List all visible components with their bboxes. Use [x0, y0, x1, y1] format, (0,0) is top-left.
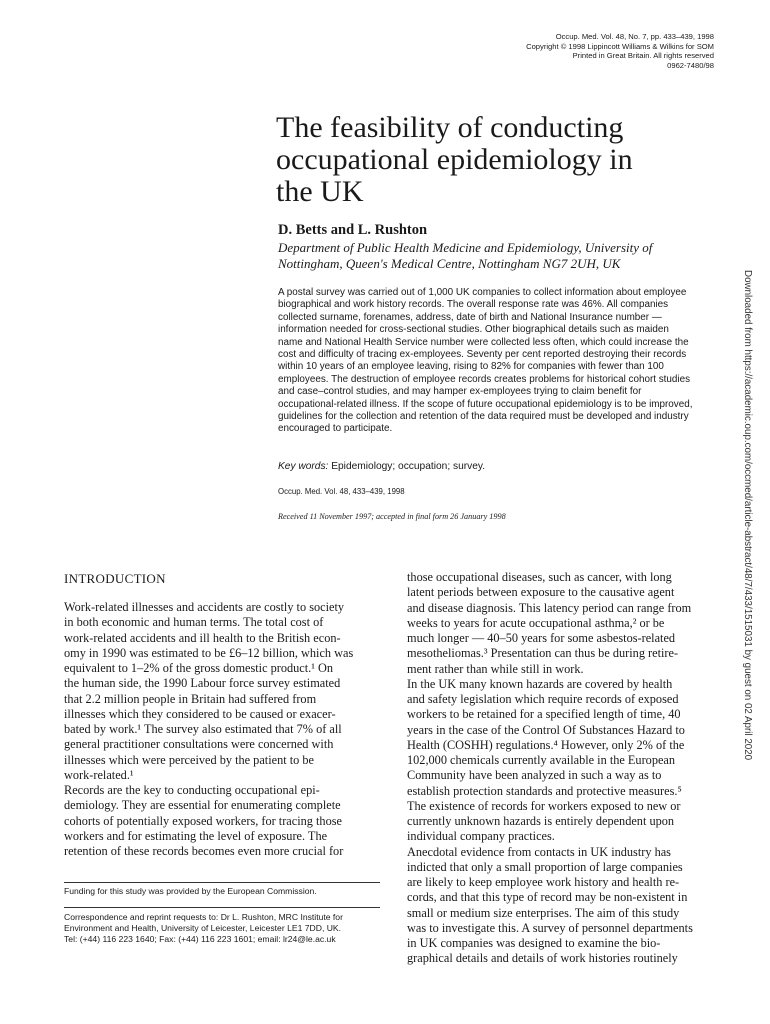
body-line: Work-related illnesses and accidents are costly to society — [64, 600, 345, 614]
body-line: retention of these records becomes even more crucial for — [64, 844, 344, 858]
correspondence-note — [64, 912, 384, 944]
body-line: demiology. They are essential for enumerating complete — [64, 798, 341, 813]
keywords — [278, 461, 485, 472]
footnote-divider — [64, 882, 380, 883]
abstract-line: and case–control studies, and may hamper ex-employees trying to claim benefit for — [278, 386, 642, 398]
body-line: individual company practices. — [407, 829, 555, 844]
abstract — [278, 287, 720, 436]
body-line: those occupational diseases, such as cancer, with long — [407, 570, 672, 584]
body-line: graphical details and details of work histories routinely — [407, 951, 678, 966]
abstract-line: biographical and work history records. The overall response rate was 46%. All companies — [278, 299, 669, 311]
body-line: Records are the key to conducting occupational epi- — [64, 783, 320, 797]
abstract-line: name and National Health Service number were collected less often, which could increase the — [278, 336, 689, 348]
title-line: The feasibility of conducting — [276, 111, 624, 144]
header-line: Occup. Med. Vol. 48, No. 7, pp. 433–439, 1998 — [555, 32, 714, 41]
body-line: In the UK many known hazards are covered by health — [407, 676, 673, 691]
body-line: equivalent to 1–2% of the gross domestic product.¹ On — [64, 661, 334, 675]
abstract-line: employees. The destruction of employee records creates problems for historical cohort studies — [278, 373, 691, 385]
body-line: work-related.¹ — [64, 767, 134, 782]
header-line: Copyright © 1998 Lippincott Williams & Wilkins for SOM — [526, 41, 714, 51]
article-title — [276, 112, 706, 208]
header-line: Printed in Great Britain. All rights reserved — [572, 51, 714, 61]
body-line: work-related accidents and ill health to the British econ- — [64, 630, 341, 645]
body-line: Community have been analyzed in such a way as to — [407, 768, 662, 783]
affiliation — [278, 240, 718, 272]
abstract-line: information needed for cross-sectional studies. Other biographical details such as maiden — [278, 324, 669, 336]
body-line: and safety legislation which require records of exposed — [407, 692, 679, 706]
body-line: in both economic and human terms. The total cost of — [64, 615, 324, 630]
body-line: establish protection standards and protective measures.⁵ — [407, 783, 682, 798]
abstract-line: guidelines for the collection and retention of the data required must be developed and industry — [278, 411, 689, 423]
body-line: illnesses which they considered to be caused or exacer- — [64, 706, 336, 721]
body-line: was to investigate this. A survey of personnel departments — [407, 920, 693, 935]
abstract-line: A postal survey was carried out of 1,000 UK companies to collect information about employee — [278, 287, 687, 298]
download-watermark: Downloaded from https://academic.oup.com/occmed/article-abstract/48/7/433/1515031 by guest on 02 April 2020 — [742, 270, 753, 761]
body-line: latent periods between exposure to the causative agent — [407, 585, 675, 600]
body-line: 102,000 chemicals currently available in the European — [407, 753, 676, 767]
body-line: workers and for estimating the level of exposure. The — [64, 828, 328, 843]
body-line: cohorts of potentially exposed workers, for tracing those — [64, 813, 342, 828]
abstract-line: within 10 years of an employee leaving, rising to 82% for companies with fewer than 100 — [278, 361, 664, 373]
body-column-right — [407, 570, 723, 967]
abstract-line: cost and difficulty of tracing ex-employees. Seventy per cent reported destroying their records — [278, 349, 687, 361]
body-line: Health (COSHH) regulations.⁴ However, only 2% of the — [407, 737, 685, 752]
body-line: Anecdotal evidence from contacts in UK industry has — [407, 844, 671, 859]
correspondence-line: Environment and Health, University of Leicester, Leicester LE1 7DD, UK. — [64, 922, 342, 933]
body-line: general practitioner consultations were concerned with — [64, 737, 334, 752]
header-line: 0962-7480/98 — [667, 60, 714, 70]
body-line: indicted that only a small proportion of large companies — [407, 859, 683, 874]
body-line: The existence of records for workers exposed to new or — [407, 798, 681, 813]
body-line: small or medium size enterprises. The aim of this study — [407, 905, 680, 920]
affiliation-line: Nottingham, Queen's Medical Centre, Nottingham NG7 2UH, UK — [278, 256, 621, 271]
body-column-left — [64, 600, 380, 859]
body-line: much longer — 40–50 years for some asbestos-related — [407, 631, 676, 645]
correspondence-line: Tel: (+44) 116 223 1640; Fax: (+44) 116 223 1601; email: lr24@le.ac.uk — [64, 933, 336, 944]
body-line: are likely to keep employee work history and health re- — [407, 875, 680, 889]
body-line: and disease diagnosis. This latency period can range from — [407, 600, 692, 615]
title-line: occupational epidemiology in — [276, 143, 633, 176]
abstract-line: occupational-related illness. If the scope of future occupational epidemiology is to be improved, — [278, 398, 693, 410]
body-line: the human side, the 1990 Labour force survey estimated — [64, 676, 341, 691]
keywords-text: Epidemiology; occupation; survey. — [328, 461, 486, 472]
title-line: the UK — [276, 175, 364, 208]
body-line: ment rather than while still in work. — [407, 661, 584, 676]
authors: D. Betts and L. Rushton — [278, 222, 428, 238]
affiliation-line: Department of Public Health Medicine and Epidemiology, University of — [278, 240, 653, 255]
body-line: weeks to years for acute occupational asthma,² or be — [407, 615, 665, 630]
body-line: bated by work.¹ The survey also estimated that 7% of all — [64, 722, 342, 736]
body-line: in UK companies was designed to examine the bio- — [407, 936, 661, 950]
body-line: illnesses which were perceived by the patient to be — [64, 752, 314, 767]
keywords-label: Key words: — [278, 461, 329, 472]
body-line: cords, and that this type of record may be non-existent in — [407, 890, 688, 905]
body-line: omy in 1990 was estimated to be £6–12 billion, which was — [64, 645, 354, 660]
abstract-line: collected surname, forenames, address, date of birth and National Insurance number — — [278, 311, 662, 323]
abstract-line: encouraged to participate. — [278, 423, 393, 435]
body-line: years in the case of the Control Of Substances Hazard to — [407, 722, 685, 737]
body-line: that 2.2 million people in Britain had suffered from — [64, 691, 317, 706]
journal-header-info — [526, 32, 714, 70]
footnote-divider — [64, 907, 380, 908]
citation: Occup. Med. Vol. 48, 433–439, 1998 — [278, 487, 405, 496]
body-line: currently unknown hazards is entirely dependent upon — [407, 814, 675, 828]
section-heading-introduction: INTRODUCTION — [64, 571, 166, 586]
received-dates: Received 11 November 1997; accepted in final form 26 January 1998 — [278, 512, 506, 521]
body-line: mesotheliomas.³ Presentation can thus be during retire- — [407, 646, 679, 661]
funding-note: Funding for this study was provided by the European Commission. — [64, 886, 317, 896]
body-line: workers to be retained for a specified length of time, 40 — [407, 707, 681, 722]
correspondence-line: Correspondence and reprint requests to: Dr L. Rushton, MRC Institute for — [64, 912, 343, 922]
